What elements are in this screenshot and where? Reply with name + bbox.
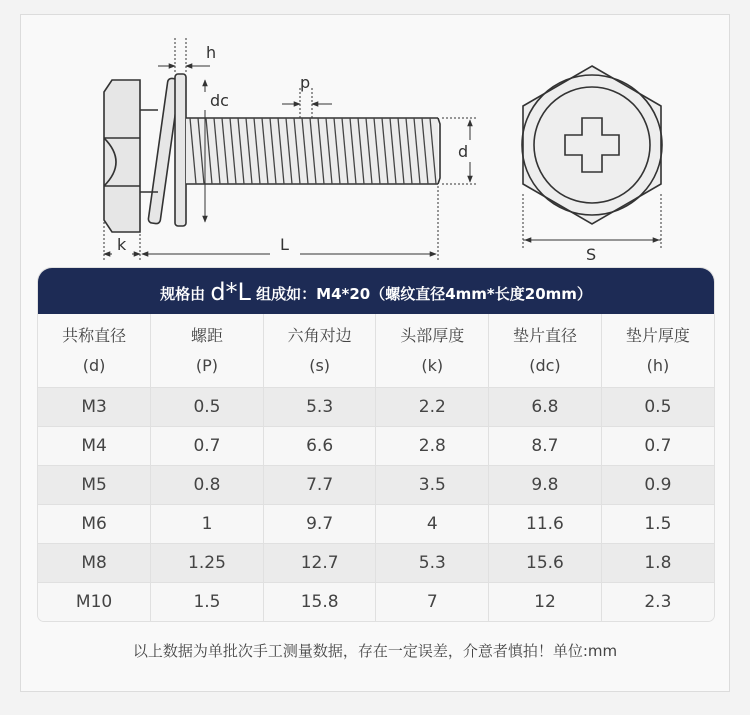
col-name: 垫片直径 <box>512 325 577 345</box>
label-s: S <box>586 245 597 264</box>
col-header <box>263 314 376 388</box>
table-cell: 12 <box>489 583 602 622</box>
table-row <box>38 388 714 427</box>
col-name: 共称直径 <box>62 325 127 345</box>
col-name: 螺距 <box>190 325 223 345</box>
table-cell: 0.5 <box>601 388 714 427</box>
table-cell: 0.7 <box>601 427 714 466</box>
col-header <box>601 314 714 388</box>
table-row <box>38 427 714 466</box>
table-cell: M10 <box>38 583 151 622</box>
col-name: 垫片厚度 <box>625 325 690 345</box>
col-symbol: (P) <box>195 355 219 375</box>
table-cell: 11.6 <box>489 505 602 544</box>
spec-grid <box>38 314 714 621</box>
screw-top-view <box>522 66 662 248</box>
table-cell: 3.5 <box>376 466 489 505</box>
spec-table <box>38 268 714 621</box>
table-cell: 5.3 <box>376 544 489 583</box>
col-header <box>151 314 264 388</box>
col-symbol: (s) <box>309 355 331 375</box>
label-d: d <box>458 142 469 161</box>
table-cell: 1.25 <box>151 544 264 583</box>
table-cell: 0.7 <box>151 427 264 466</box>
table-cell: M6 <box>38 505 151 544</box>
col-symbol: (h) <box>646 355 670 375</box>
table-cell: 7 <box>376 583 489 622</box>
label-dc: dc <box>210 91 229 110</box>
col-name: 头部厚度 <box>400 325 465 345</box>
table-cell: 2.3 <box>601 583 714 622</box>
label-k: k <box>117 235 127 254</box>
table-cell: 6.6 <box>263 427 376 466</box>
label-p: p <box>300 73 311 92</box>
screw-diagram <box>0 0 750 270</box>
col-name: 六角对边 <box>287 325 352 345</box>
table-cell: 1.5 <box>601 505 714 544</box>
table-cell: 0.9 <box>601 466 714 505</box>
table-cell: 0.5 <box>151 388 264 427</box>
table-cell: 12.7 <box>263 544 376 583</box>
table-cell: 5.3 <box>263 388 376 427</box>
title-suffix: 组成如：M4*20（螺纹直径4mm*长度20mm） <box>256 285 592 303</box>
column-header-row <box>38 314 714 388</box>
title-formula: d*L <box>210 278 251 306</box>
label-h: h <box>206 43 217 62</box>
table-cell: 0.8 <box>151 466 264 505</box>
table-cell: 9.7 <box>263 505 376 544</box>
table-row <box>38 544 714 583</box>
table-row <box>38 466 714 505</box>
table-cell: 1.5 <box>151 583 264 622</box>
table-cell: 7.7 <box>263 466 376 505</box>
table-cell: 6.8 <box>489 388 602 427</box>
label-L: L <box>280 235 289 254</box>
table-cell: 9.8 <box>489 466 602 505</box>
table-cell: 1 <box>151 505 264 544</box>
table-cell: M4 <box>38 427 151 466</box>
table-cell: M5 <box>38 466 151 505</box>
footnote: 以上数据为单批次手工测量数据，存在一定误差，介意者慎拍！单位:mm <box>132 642 618 660</box>
table-cell: M3 <box>38 388 151 427</box>
table-cell: 1.8 <box>601 544 714 583</box>
table-row <box>38 505 714 544</box>
table-cell: 15.8 <box>263 583 376 622</box>
table-cell: 2.2 <box>376 388 489 427</box>
table-cell: M8 <box>38 544 151 583</box>
table-cell: 15.6 <box>489 544 602 583</box>
table-row <box>38 583 714 622</box>
col-symbol: (k) <box>421 355 444 375</box>
table-cell: 2.8 <box>376 427 489 466</box>
col-header <box>38 314 151 388</box>
table-title <box>38 268 714 314</box>
col-symbol: (d) <box>82 355 106 375</box>
table-cell: 4 <box>376 505 489 544</box>
title-prefix: 规格由 <box>160 285 206 303</box>
col-header <box>489 314 602 388</box>
col-symbol: (dc) <box>529 355 561 375</box>
table-cell: 8.7 <box>489 427 602 466</box>
col-header <box>376 314 489 388</box>
